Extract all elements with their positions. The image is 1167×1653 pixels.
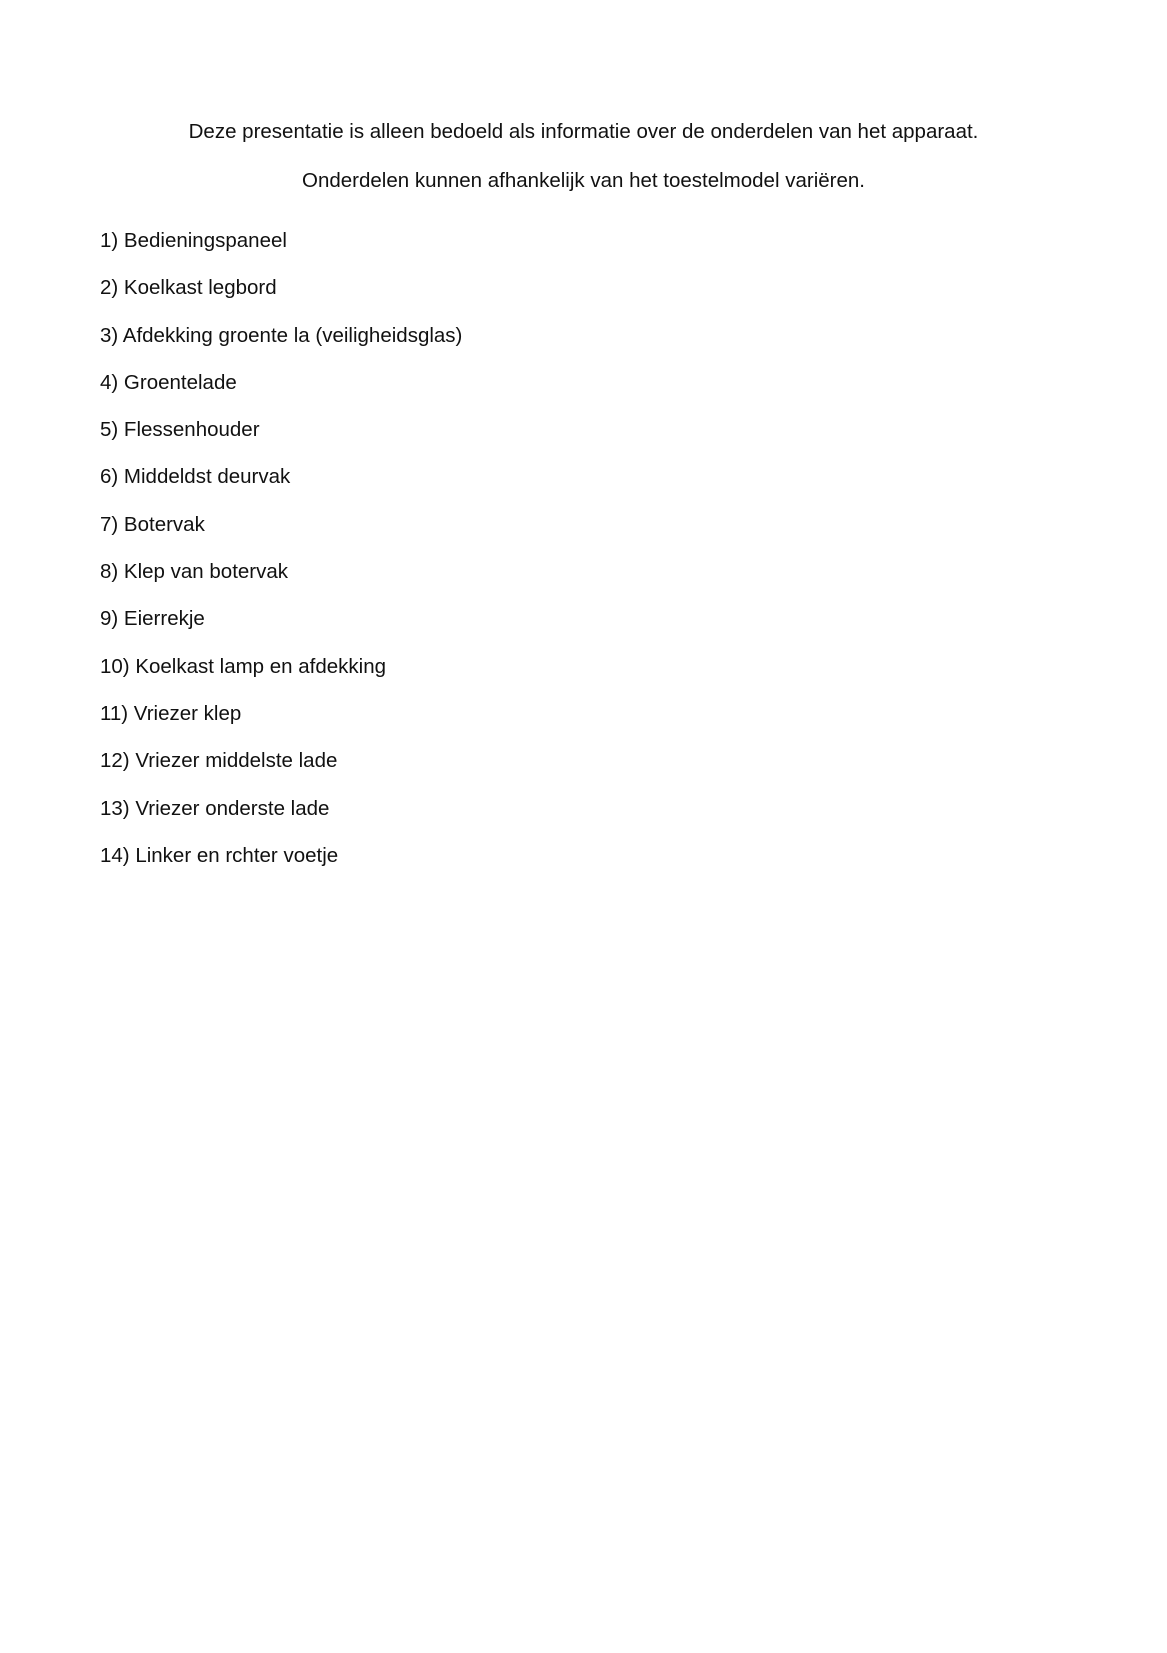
list-item: 8) Klep van botervak [100, 560, 289, 584]
intro-line-1: Deze presentatie is alleen bedoeld als informatie over de onderdelen van het apparaat. [188, 120, 979, 143]
list-item: 14) Linker en rchter voetje [100, 843, 339, 867]
list-item: 1) Bedieningspaneel [100, 229, 287, 252]
parts-list [100, 229, 462, 891]
list-item: 6) Middeldst deurvak [100, 465, 291, 489]
list-item: 7) Botervak [100, 512, 205, 536]
list-item: 11) Vriezer klep [100, 701, 242, 725]
list-item: 9) Eierrekje [100, 607, 205, 631]
intro-line-2: Onderdelen kunnen afhankelijk van het toestelmodel variëren. [302, 169, 865, 192]
list-item: 3) Afdekking groente la (veiligheidsglas) [100, 323, 463, 347]
list-item: 5) Flessenhouder [100, 418, 260, 442]
list-item: 12) Vriezer middelste lade [100, 749, 338, 773]
list-item: 4) Groentelade [100, 370, 237, 394]
list-item: 13) Vriezer onderste lade [100, 796, 330, 820]
list-item: 2) Koelkast legbord [100, 276, 277, 300]
list-item: 10) Koelkast lamp en afdekking [100, 654, 387, 678]
